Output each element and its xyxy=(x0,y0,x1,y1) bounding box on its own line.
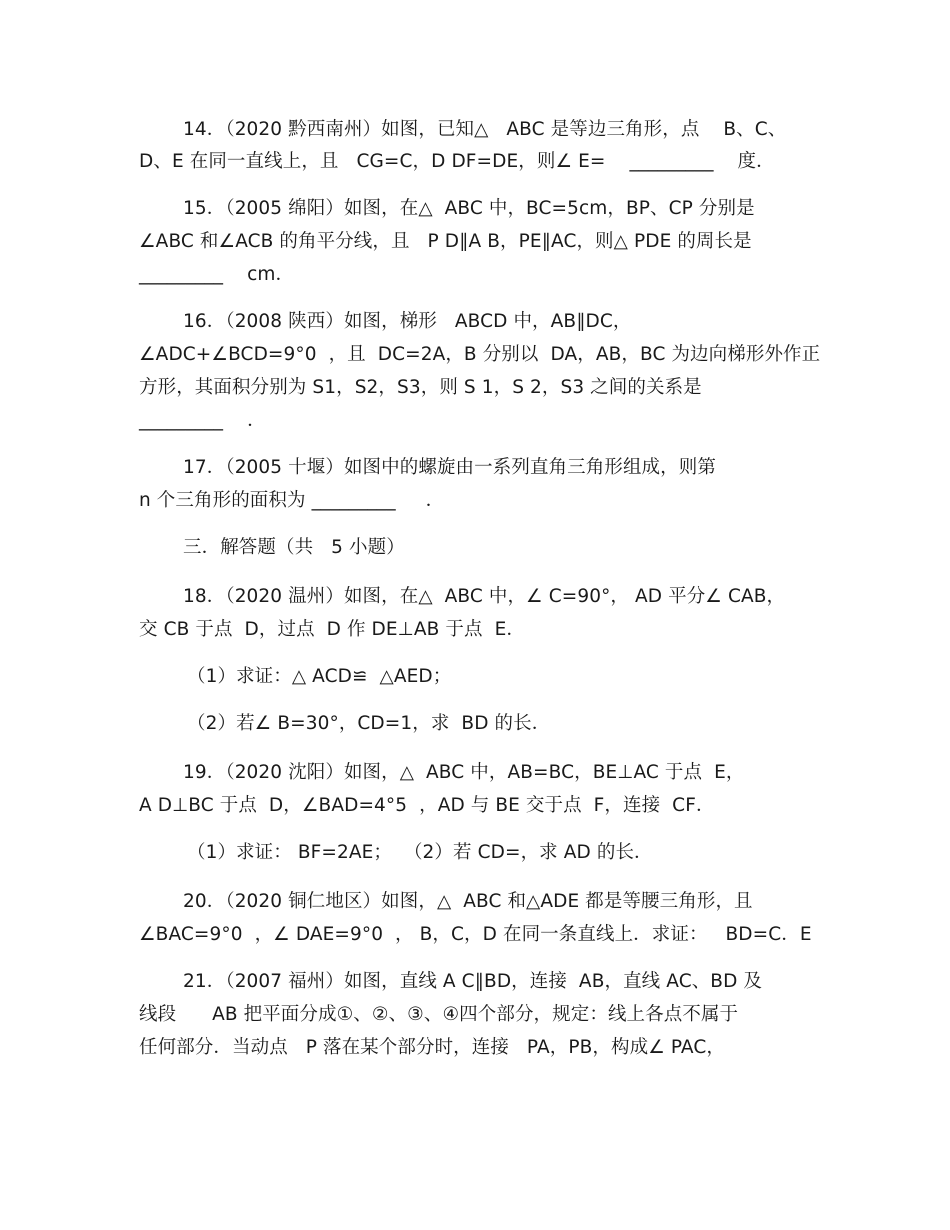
problem-18-subpart-1: （1）求证：△ ACD≌ △AED； xyxy=(187,666,452,687)
problem-21-line-1: 21．（2007 福州）如图，直线 A C∥BD，连接 AB，直线 AC、BD 及 xyxy=(183,971,763,992)
problem-15-line-3: _________ cm． xyxy=(139,264,295,285)
problem-18-line-1: 18．（2020 温州）如图，在△ ABC 中，∠ C=90°， AD 平分∠ CAB， xyxy=(183,586,786,607)
problem-16-line-1: 16．（2008 陕西）如图，梯形 ABCD 中，AB∥DC， xyxy=(183,311,632,332)
problem-19-line-2: A D⊥BC 于点 D，∠BAD=4°5 ，AD 与 BE 交于点 F，连接 CF． xyxy=(139,795,715,816)
section-heading: 三．解答题（共 5 小题） xyxy=(183,537,405,558)
problem-19-subpart-1: （1）求证： BF=2AE； （2）若 CD=，求 AD 的长． xyxy=(187,842,653,863)
problem-14-line-1: 14．（2020 黔西南州）如图，已知△ ABC 是等边三角形，点 B、C、 xyxy=(183,119,787,140)
problem-15-line-1: 15．（2005 绵阳）如图，在△ ABC 中，BC=5cm，BP、CP 分别是 xyxy=(183,198,755,219)
problem-18-line-2: 交 CB 于点 D，过点 D 作 DE⊥AB 于点 E． xyxy=(139,619,525,640)
problem-20-line-1: 20．（2020 铜仁地区）如图，△ ABC 和△ADE 都是等腰三角形，且 xyxy=(183,891,753,912)
problem-18-subpart-2: （2）若∠ B=30°，CD=1，求 BD 的长． xyxy=(187,713,551,734)
problem-17-line-1: 17．（2005 十堰）如图中的螺旋由一系列直角三角形组成，则第 xyxy=(183,457,716,478)
problem-20-line-2: ∠BAC=9°0 ，∠ DAE=9°0 ， B，C，D 在同一条直线上．求证： BD=C．E xyxy=(139,924,812,945)
problem-21-line-3: 任何部分．当动点 P 落在某个部分时，连接 PA，PB，构成∠ PAC， xyxy=(139,1037,725,1058)
problem-21-line-2: 线段 AB 把平面分成①、②、③、④四个部分，规定：线上各点不属于 xyxy=(139,1004,739,1025)
problem-17-line-2: n 个三角形的面积为 _________ ． xyxy=(139,490,445,511)
problem-16-line-4: _________ ． xyxy=(139,410,266,431)
problem-16-line-3: 方形，其面积分别为 S1，S2，S3，则 S 1，S 2，S3 之间的关系是 xyxy=(139,377,702,398)
problem-14-line-2: D、E 在同一直线上，且 CG=C，D DF=DE，则∠ E= _________ 度． xyxy=(139,151,775,172)
problem-15-line-2: ∠ABC 和∠ACB 的角平分线，且 P D∥A B，PE∥AC，则△ PDE 的周长是 xyxy=(139,231,752,252)
problem-16-line-2: ∠ADC+∠BCD=9°0 ，且 DC=2A，B 分别以 DA，AB，BC 为边向梯形外作正 xyxy=(139,344,821,365)
problem-19-line-1: 19．（2020 沈阳）如图，△ ABC 中，AB=BC，BE⊥AC 于点 E， xyxy=(183,762,745,783)
